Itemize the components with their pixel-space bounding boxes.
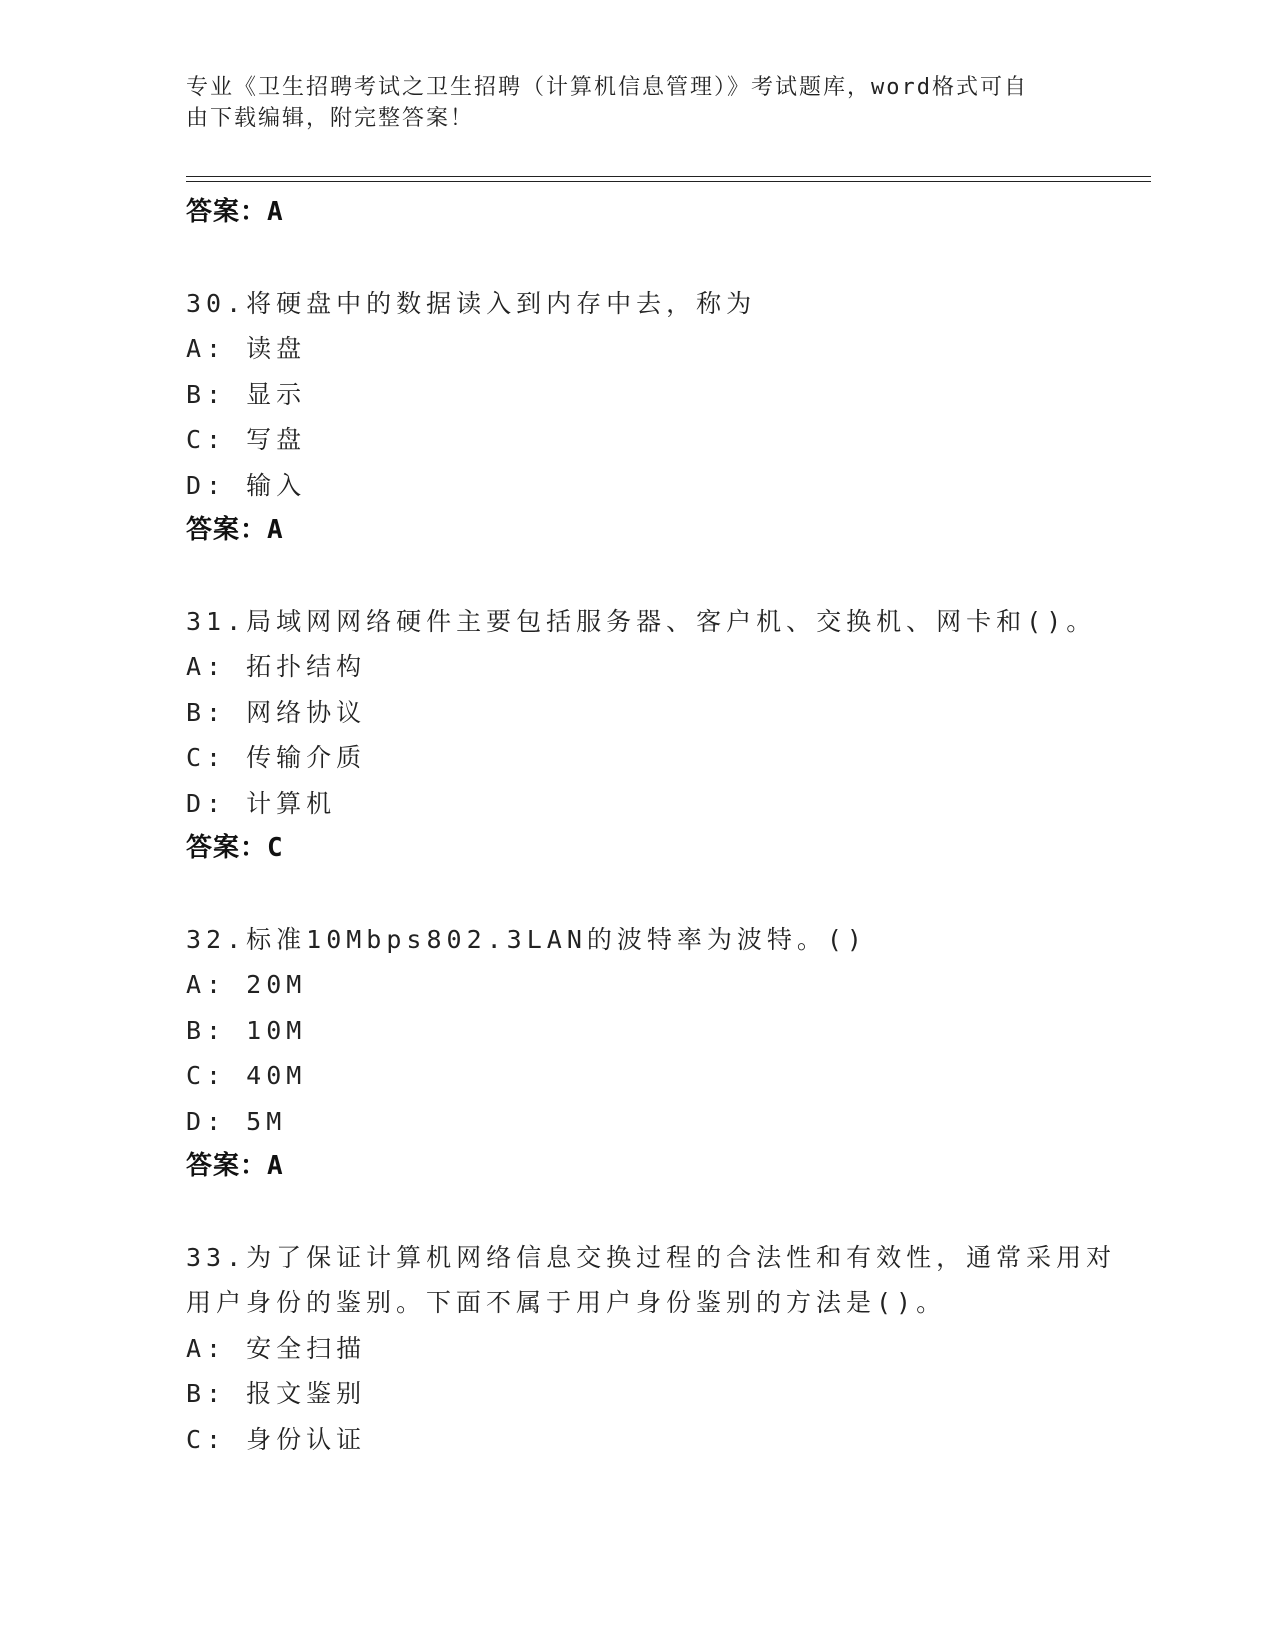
question-text: 31.局域网网络硬件主要包括服务器、客户机、交换机、网卡和()。 <box>186 606 1097 636</box>
option-a: A: 拓扑结构 <box>186 652 367 681</box>
option-b: B: 10M <box>186 1015 307 1045</box>
option-c: C: 传输介质 <box>186 743 367 772</box>
answer-line: 答案：A <box>186 1151 284 1181</box>
header-line-2: 由下载编辑，附完整答案！ <box>186 106 475 131</box>
question-list <box>186 190 1117 1462</box>
question-block <box>186 281 1086 554</box>
question-block <box>186 599 1097 872</box>
header-divider-top <box>186 176 1151 177</box>
option-b: B: 显示 <box>186 379 307 409</box>
answer-line: 答案：C <box>186 833 284 863</box>
answer-line: 答案：A <box>186 515 284 545</box>
question-text-line-1: 33.为了保证计算机网络信息交换过程的合法性和有效性，通常采用对 <box>186 1242 1117 1272</box>
option-d: D: 5M <box>186 1106 287 1136</box>
header-divider-bottom <box>186 181 1151 182</box>
spacer <box>186 554 1086 599</box>
option-c: C: 身份认证 <box>186 1424 367 1454</box>
option-a: A: 读盘 <box>186 334 307 363</box>
spacer <box>186 236 1086 281</box>
option-d: D: 计算机 <box>186 788 337 818</box>
option-b: B: 网络协议 <box>186 697 367 727</box>
spacer <box>186 1190 1086 1235</box>
question-text: 32.标准10Mbps802.3LAN的波特率为波特。() <box>186 924 867 954</box>
question-block <box>186 1235 1117 1463</box>
question-text-line-2: 用户身份的鉴别。下面不属于用户身份鉴别的方法是()。 <box>186 1288 947 1317</box>
option-c: C: 40M <box>186 1061 307 1090</box>
question-text: 30.将硬盘中的数据读入到内存中去，称为 <box>186 288 757 318</box>
document-header <box>186 72 1066 134</box>
spacer <box>186 872 1086 917</box>
option-b: B: 报文鉴别 <box>186 1379 367 1408</box>
option-d: D: 输入 <box>186 470 307 500</box>
question-block <box>186 917 1086 1190</box>
option-a: A: 安全扫描 <box>186 1333 367 1363</box>
header-line-1: 专业《卫生招聘考试之卫生招聘（计算机信息管理）》考试题库，word格式可自 <box>186 75 1028 100</box>
answer-line: 答案：A <box>186 197 284 227</box>
option-a: A: 20M <box>186 970 307 999</box>
option-c: C: 写盘 <box>186 425 307 454</box>
